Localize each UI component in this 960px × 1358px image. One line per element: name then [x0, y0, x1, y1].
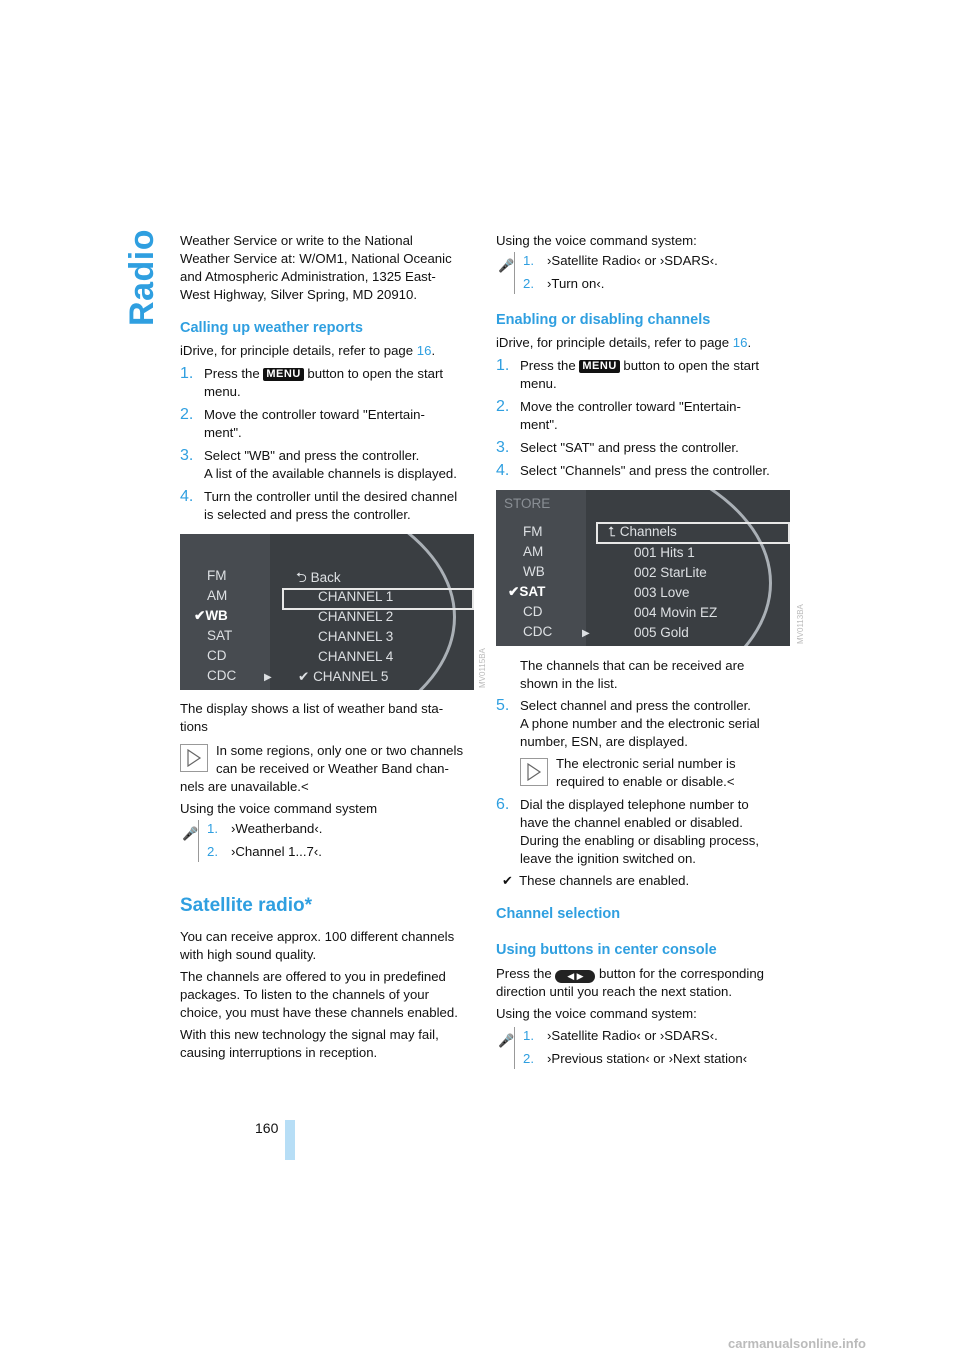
- voice-intro: Using the voice command system:: [496, 233, 697, 248]
- end-marker: <: [726, 774, 735, 789]
- list-item: 6. Dial the displayed telephone number to have the channel enabled or disabled. During the enabling or disabling process, leave the ignition switched on.: [496, 796, 759, 866]
- note-icon: [520, 758, 548, 786]
- intro-line: Weather Service at: W/OM1, National Oceanic: [180, 251, 452, 266]
- result-line: ✔ These channels are enabled.: [502, 873, 690, 888]
- channels-item: ⮤ Channels: [608, 524, 677, 539]
- list-item: 5. Select channel and press the controller. A phone number and the electronic serial number, ESN, are displayed.: [496, 697, 760, 749]
- heading-enable: Enabling or disabling channels: [496, 312, 711, 328]
- menu-button-icon: MENU: [579, 360, 619, 373]
- heading-weather: Calling up weather reports: [180, 320, 363, 336]
- idrive-ref: iDrive, for principle details, refer to page 16.: [496, 335, 752, 350]
- heading-buttons: Using buttons in center console: [496, 942, 717, 958]
- satellite-channels-screen: [496, 490, 790, 646]
- enable-steps: [496, 357, 796, 485]
- back-item: ⮌ Back: [296, 570, 341, 585]
- voice-commands: 1. ›Weatherband‹. 2. ›Channel 1...7‹.: [198, 820, 322, 862]
- back-arrow-icon: ⮌: [296, 570, 307, 585]
- voice-command-icon: 🎤: [498, 1033, 515, 1048]
- menu-button-icon: MENU: [263, 368, 303, 381]
- menu-item-wb: ✔WB: [194, 608, 228, 623]
- voice-command-icon: 🎤: [498, 258, 515, 273]
- channel-item: 001 Hits 1: [634, 545, 695, 560]
- channel-item: CHANNEL 4: [318, 649, 394, 664]
- channel-item: CHANNEL 2: [318, 609, 394, 624]
- heading-channel-selection: Channel selection: [496, 906, 621, 922]
- intro-line: and Atmospheric Administration, 1325 East-: [180, 269, 436, 284]
- list-item: 1. Press the MENU button to open the start menu.: [180, 365, 444, 399]
- intro-line: Weather Service or write to the National: [180, 233, 413, 248]
- intro-line: West Highway, Silver Spring, MD 20910.: [180, 287, 417, 302]
- voice-intro: Using the voice command system:: [496, 1006, 697, 1021]
- weather-band-screen: [180, 534, 474, 690]
- list-item: 4. Turn the controller until the desired channel is selected and press the controller.: [180, 488, 458, 522]
- voice-intro: Using the voice command system: [180, 801, 378, 816]
- note-text: can be received or Weather Band chan-: [216, 761, 449, 776]
- sat-intro: You can receive approx. 100 different channels with high sound quality. The channels are offered to you in predefined packages. To listen to the channels of your choice, you must have these channels enabled. With this new technology the signal may fail, causing interruptions in reception.: [180, 929, 458, 1060]
- menu-item-sat: ✔SAT: [508, 584, 546, 599]
- voice-command-icon: 🎤: [182, 826, 199, 841]
- display-text: The display shows a list of weather band sta-: [180, 701, 444, 716]
- checkmark-icon: ✔: [502, 873, 514, 888]
- menu-item-cdc: CDC: [523, 624, 553, 639]
- note-text: required to enable or disable.<: [556, 774, 735, 789]
- channel-item: CHANNEL 3: [318, 629, 394, 644]
- image-code: MV0115BA: [478, 648, 487, 688]
- menu-item-cd: CD: [207, 648, 227, 663]
- channel-item: 004 Movin EZ: [634, 605, 718, 620]
- idrive-ref: iDrive, for principle details, refer to page 16.: [180, 343, 436, 358]
- note-text: nels are unavailable.<: [180, 779, 309, 794]
- note-icon: [180, 744, 208, 772]
- list-item: 4. Select "Channels" and press the controller.: [496, 462, 770, 479]
- menu-item-sat: SAT: [207, 628, 233, 643]
- menu-item-fm: FM: [523, 524, 543, 539]
- list-item: 3. Select "WB" and press the controller. A list of the available channels is displayed.: [180, 447, 457, 481]
- channel-item: ✔ CHANNEL 5: [298, 669, 389, 684]
- press-text: direction until you reach the next station.: [496, 984, 733, 999]
- menu-item-wb: WB: [523, 564, 545, 579]
- menu-item-cdc: CDC: [207, 668, 237, 683]
- weather-steps: [180, 365, 480, 529]
- page-number: 160: [255, 1120, 279, 1136]
- display-text: tions: [180, 719, 208, 734]
- channels-text: shown in the list.: [520, 676, 618, 691]
- voice-commands: 1. ›Satellite Radio‹ or ›SDARS‹. 2. ›Previous station‹ or ›Next station‹: [514, 1027, 747, 1069]
- page-number-bar: [285, 1120, 295, 1160]
- image-code: MV0113BA: [796, 604, 805, 644]
- press-text: Press the ◀ ▶ button for the corresponding: [496, 966, 764, 981]
- step-6: [496, 796, 796, 873]
- list-item: 2. Move the controller toward "Entertain- ment".: [496, 398, 741, 432]
- footer-watermark: carmanualsonline.info: [728, 1336, 866, 1351]
- channels-text: The channels that can be received are: [520, 658, 745, 673]
- voice-commands: 1. ›Satellite Radio‹ or ›SDARS‹. 2. ›Turn on‹.: [514, 252, 718, 294]
- store-label: STORE: [504, 496, 551, 511]
- menu-item-cd: CD: [523, 604, 543, 619]
- scroll-arrow-icon: ▶: [264, 672, 272, 683]
- channel-item: 002 StarLite: [634, 565, 707, 580]
- list-item: 3. Select "SAT" and press the controller.: [496, 439, 739, 456]
- heading-satellite: Satellite radio*: [180, 895, 312, 916]
- list-item: 1. Press the MENU button to open the start menu.: [496, 357, 760, 391]
- menu-item-am: AM: [207, 588, 228, 603]
- chapter-title: Radio: [122, 229, 161, 326]
- step-5: [496, 697, 796, 756]
- channel-item: 005 Gold: [634, 625, 689, 640]
- page-link[interactable]: 16: [732, 335, 748, 350]
- list-item: 2. Move the controller toward "Entertain- ment".: [180, 406, 425, 440]
- scroll-arrow-icon: ▶: [582, 628, 590, 639]
- note-text: The electronic serial number is: [556, 756, 736, 771]
- channel-item: 003 Love: [634, 585, 690, 600]
- up-arrow-icon: ⮤: [608, 524, 616, 539]
- channel-item: CHANNEL 1: [318, 589, 394, 604]
- menu-item-am: AM: [523, 544, 544, 559]
- end-marker: <: [300, 779, 309, 794]
- page-link[interactable]: 16: [416, 343, 432, 358]
- left-column: [180, 232, 475, 304]
- note-text: In some regions, only one or two channels: [216, 743, 464, 758]
- seek-buttons-icon: ◀ ▶: [555, 970, 595, 983]
- menu-item-fm: FM: [207, 568, 227, 583]
